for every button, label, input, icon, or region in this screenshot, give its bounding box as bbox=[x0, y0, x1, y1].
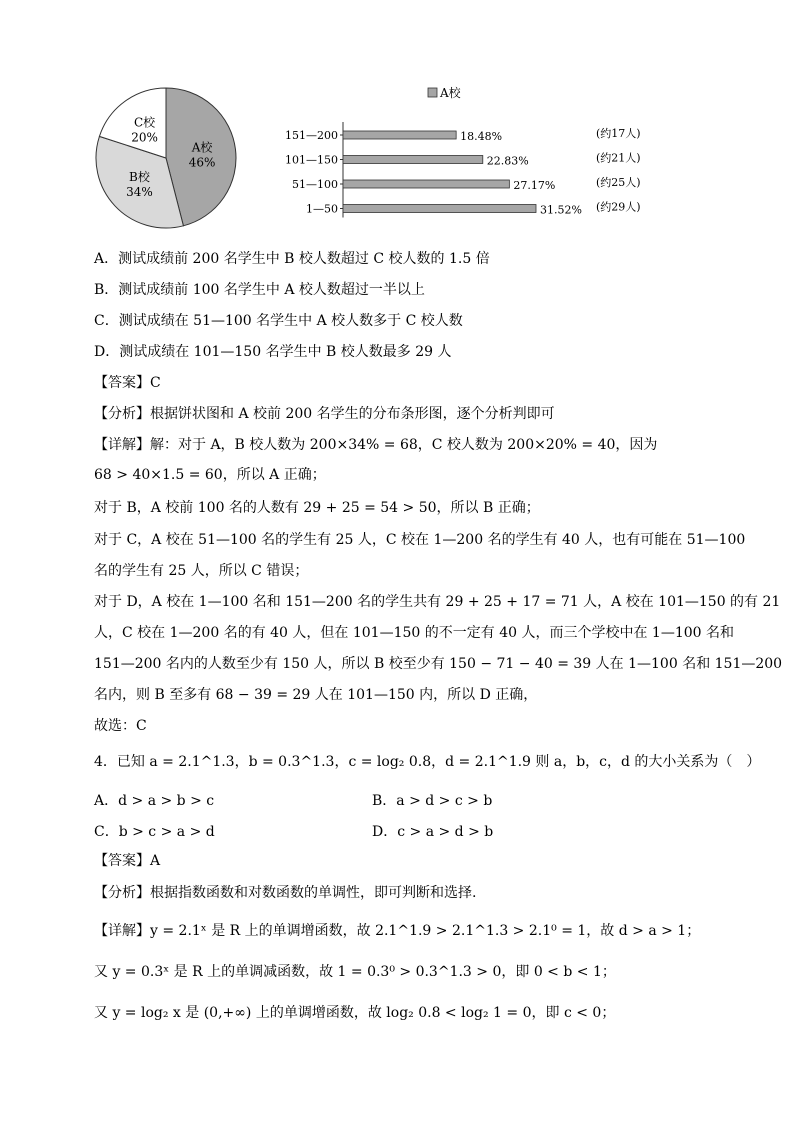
question-4: 4．已知 a = 2.1^1.3，b = 0.3^1.3，c = log₂ 0.8，d = 2.1^1.9 则 a，b，c，d 的大小关系为（ ） bbox=[94, 754, 761, 770]
pie-label: C校 bbox=[134, 115, 156, 130]
bar-note-label: (约29人) bbox=[596, 200, 641, 214]
conclusion-line: 故选：C bbox=[94, 718, 147, 734]
detail-line: 对于 D，A 校在 1—100 名和 151—200 名的学生共有 29 + 25 + 17 = 71 人，A 校在 101—150 的有 21 bbox=[94, 594, 781, 610]
analysis-line: 【分析】根据饼状图和 A 校前 200 名学生的分布条形图，逐个分析判即可 bbox=[94, 406, 555, 422]
detail-line: 名的学生有 25 人，所以 C 错误； bbox=[94, 563, 309, 579]
pie-label: B校 bbox=[129, 169, 150, 184]
bar-note-label: (约17人) bbox=[596, 127, 641, 140]
answer-line: 【答案】C bbox=[94, 375, 161, 391]
detail-line: 人，C 校在 1—200 名的有 40 人，但在 101—150 的不一定有 40 人，而三个学校中在 1—100 名和 bbox=[94, 625, 734, 641]
bar-value-label: 31.52% bbox=[540, 203, 582, 217]
detail-line: 对于 B，A 校前 100 名的人数有 29 + 25 = 54 > 50，所以 B 正确； bbox=[94, 500, 540, 516]
option-c-statement: C．测试成绩在 51—100 名学生中 A 校人数多于 C 校人数 bbox=[94, 313, 463, 329]
detail-line: 【详解】解：对于 A，B 校人数为 200×34% = 68，C 校人数为 200×20% = 40，因为 bbox=[94, 437, 658, 453]
detail-line: 对于 C，A 校在 51—100 名的学生有 25 人，C 校在 1—200 名的学生有 40 人，也有可能在 51—100 bbox=[94, 532, 746, 548]
option-a-statement: A．测试成绩前 200 名学生中 B 校人数超过 C 校人数的 1.5 倍 bbox=[94, 251, 490, 267]
pie-label: A校 bbox=[191, 140, 213, 155]
pie-value-label: 20% bbox=[131, 130, 158, 145]
category-label: 101—150 bbox=[285, 153, 338, 167]
detail-line: 名内，则 B 至多有 68 − 39 = 29 人在 101—150 内，所以 D 正确， bbox=[94, 687, 538, 703]
school-pie-chart bbox=[90, 82, 242, 234]
bar-0 bbox=[343, 131, 456, 139]
pie-value-label: 46% bbox=[188, 155, 216, 170]
bar-value-label: 18.48% bbox=[460, 130, 503, 143]
analysis-line: 【分析】根据指数函数和对数函数的单调性，即可判断和选择. bbox=[94, 885, 477, 901]
detail-line: 68 > 40×1.5 = 60，所以 A 正确； bbox=[94, 467, 326, 483]
legend-swatch bbox=[428, 88, 437, 97]
choice-b: B．a > d > c > b bbox=[372, 793, 493, 809]
detail-line: 又 y = log₂ x 是 (0,+∞) 上的单调增函数，故 log₂ 0.8 < log₂ 1 = 0，即 c < 0； bbox=[94, 1005, 616, 1021]
option-d-statement: D．测试成绩在 101—150 名学生中 B 校人数最多 29 人 bbox=[94, 344, 452, 360]
pie-value-label: 34% bbox=[126, 184, 153, 199]
bar-1 bbox=[343, 156, 483, 164]
bar-note-label: (约21人) bbox=[596, 151, 641, 165]
category-label: 51—100 bbox=[292, 178, 338, 191]
detail-line: 又 y = 0.3ˣ 是 R 上的单调减函数，故 1 = 0.3⁰ > 0.3^1.3 > 0，即 0 < b < 1； bbox=[94, 964, 616, 980]
choice-a: A．d > a > b > c bbox=[94, 793, 215, 809]
option-b-statement: B．测试成绩前 100 名学生中 A 校人数超过一半以上 bbox=[94, 282, 425, 298]
bar-2 bbox=[343, 180, 509, 188]
bar-3 bbox=[343, 205, 536, 213]
bar-value-label: 27.17% bbox=[513, 179, 556, 192]
bar-note-label: (约25人) bbox=[596, 176, 641, 189]
answer-line: 【答案】A bbox=[94, 853, 161, 869]
choice-d: D．c > a > d > b bbox=[372, 824, 494, 840]
detail-line: 【详解】y = 2.1ˣ 是 R 上的单调增函数，故 2.1^1.9 > 2.1^1.3 > 2.1⁰ = 1，故 d > a > 1； bbox=[94, 923, 701, 939]
category-label: 1—50 bbox=[306, 202, 338, 216]
detail-line: 151—200 名内的人数至少有 150 人，所以 B 校至少有 150 − 71 − 40 = 39 人在 1—100 名和 151—200 bbox=[94, 656, 783, 672]
choice-c: C．b > c > a > d bbox=[94, 824, 215, 840]
legend-label: A校 bbox=[440, 86, 461, 100]
category-label: 151—200 bbox=[285, 129, 338, 142]
a-school-bar-chart bbox=[280, 80, 660, 220]
bar-value-label: 22.83% bbox=[486, 154, 529, 168]
